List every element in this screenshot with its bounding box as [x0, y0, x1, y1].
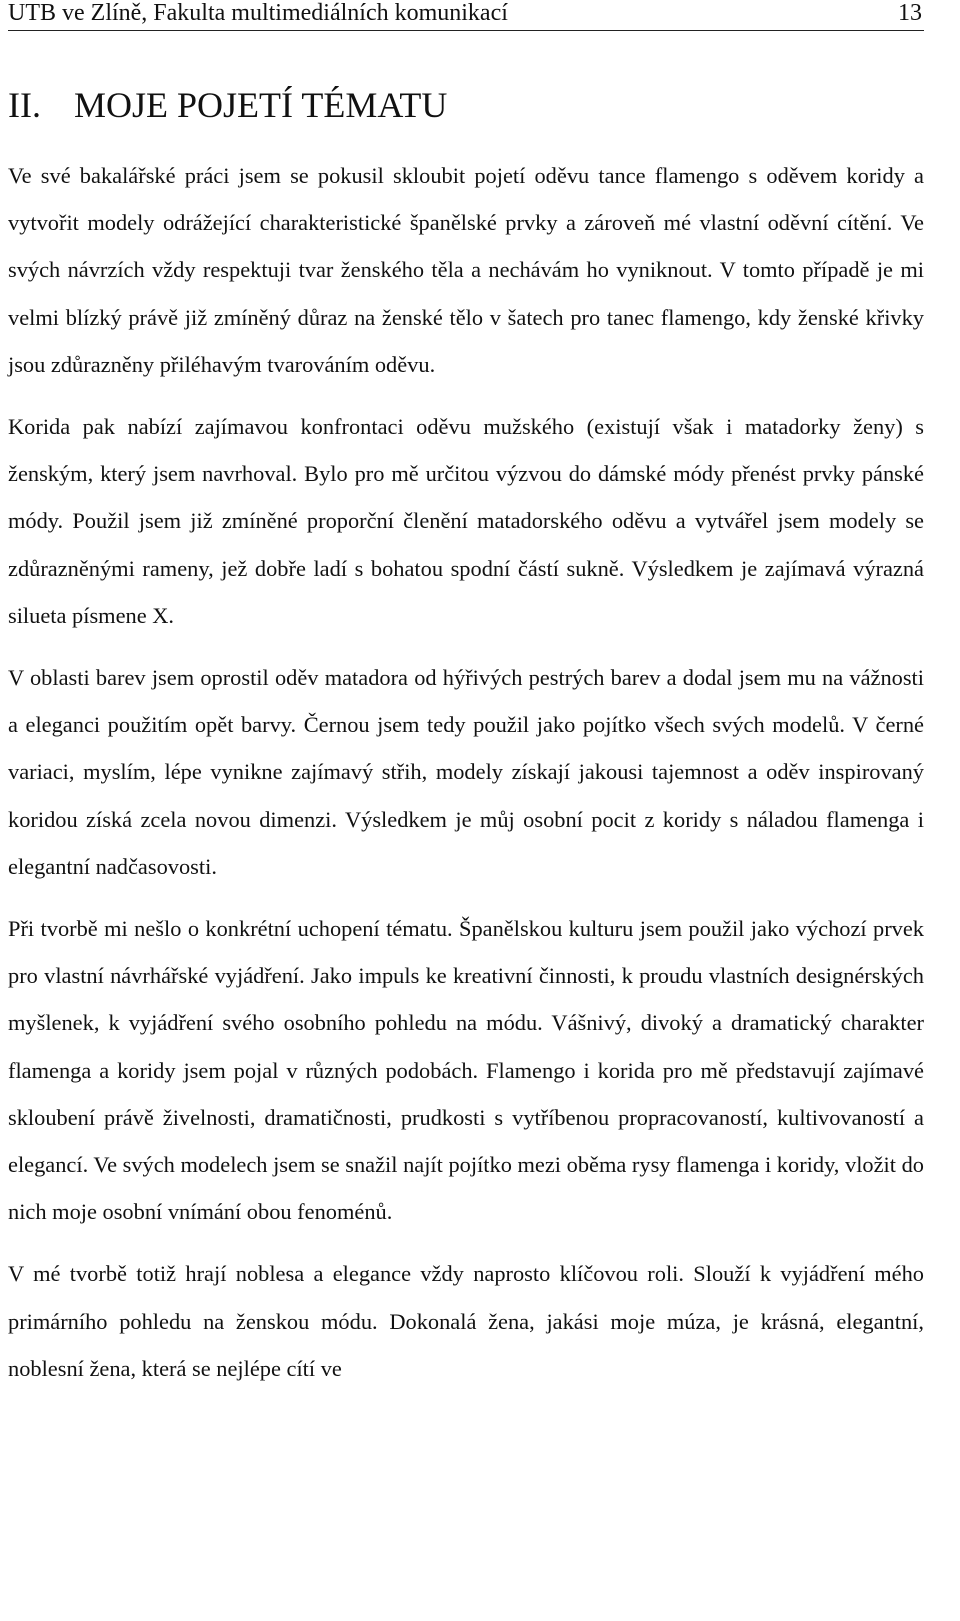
chapter-heading: [8, 84, 447, 126]
paragraph-3: V oblasti barev jsem oprostil oděv matadora od hýřivých pestrých barev a dodal jsem mu na vážnosti a eleganci použitím opět barvy. Černou jsem tedy použil jako pojítko všech svých modelů. V černé variaci, myslím, lépe vynikne zajímavý střih, modely získají jakousi tajemnost a oděv inspirovaný koridou získá zcela novou dimenzi. Výsledkem je můj osobní pocit z koridy s náladou flamenga i elegantní nadčasovosti.: [8, 665, 924, 879]
paragraph-4: Při tvorbě mi nešlo o konkrétní uchopení tématu. Španělskou kulturu jsem použil jako výchozí prvek pro vlastní návrhářské vyjádření. Jako impuls ke kreativní činnosti, k proudu vlastních designérských myšlenek, k vyjádření svého osobního pohledu na módu. Vášnivý, divoký a dramatický charakter flamenga a koridy jsem pojal v různých podobách. Flamengo i korida pro mě představují zajímavé skloubení právě živelnosti, dramatičnosti, prudkosti s vytříbenou propracovaností, kultivovaností a elegancí. Ve svých modelech jsem se snažil najít pojítko mezi oběma rysy flamenga i koridy, vložit do nich moje osobní vnímání obou fenoménů.: [8, 916, 924, 1225]
page-number: 13: [898, 0, 922, 26]
document-page: [8, 0, 924, 1621]
body-text: [8, 152, 924, 1407]
chapter-number: II.: [8, 85, 41, 125]
paragraph-5: V mé tvorbě totiž hrají noblesa a elegance vždy naprosto klíčovou roli. Slouží k vyjádření mého primárního pohledu na ženskou módu. Dokonalá žena, jakási moje múza, je krásná, elegantní, noblesní žena, která se nejlépe cítí ve: [8, 1261, 924, 1381]
paragraph-2: Korida pak nabízí zajímavou konfrontaci oděvu mužského (existují však i matadorky ženy) s ženským, který jsem navrhoval. Bylo pro mě určitou výzvou do dámské módy přenést prvky pánské módy. Použil jsem již zmíněné proporční členění matadorského oděvu a vytvářel jsem modely se zdůrazněnými rameny, jež dobře ladí s bohatou spodní částí sukně. Výsledkem je zajímavá výrazná silueta písmene X.: [8, 414, 924, 628]
header-title: UTB ve Zlíně, Fakulta multimediálních komunikací: [8, 0, 508, 26]
paragraph-1: Ve své bakalářské práci jsem se pokusil skloubit pojetí oděvu tance flamengo s oděvem koridy a vytvořit modely odrážející charakteristické španělské prvky a zároveň mé vlastní oděvní cítění. Ve svých návrzích vždy respektuji tvar ženského těla a nechávám ho vyniknout. V tomto případě je mi velmi blízký právě již zmíněný důraz na ženské tělo v šatech pro tanec flamengo, kdy ženské křivky jsou zdůrazněny přiléhavým tvarováním oděvu.: [8, 163, 924, 377]
running-header: [8, 0, 924, 31]
chapter-title: MOJE POJETÍ TÉMATU: [74, 85, 448, 125]
